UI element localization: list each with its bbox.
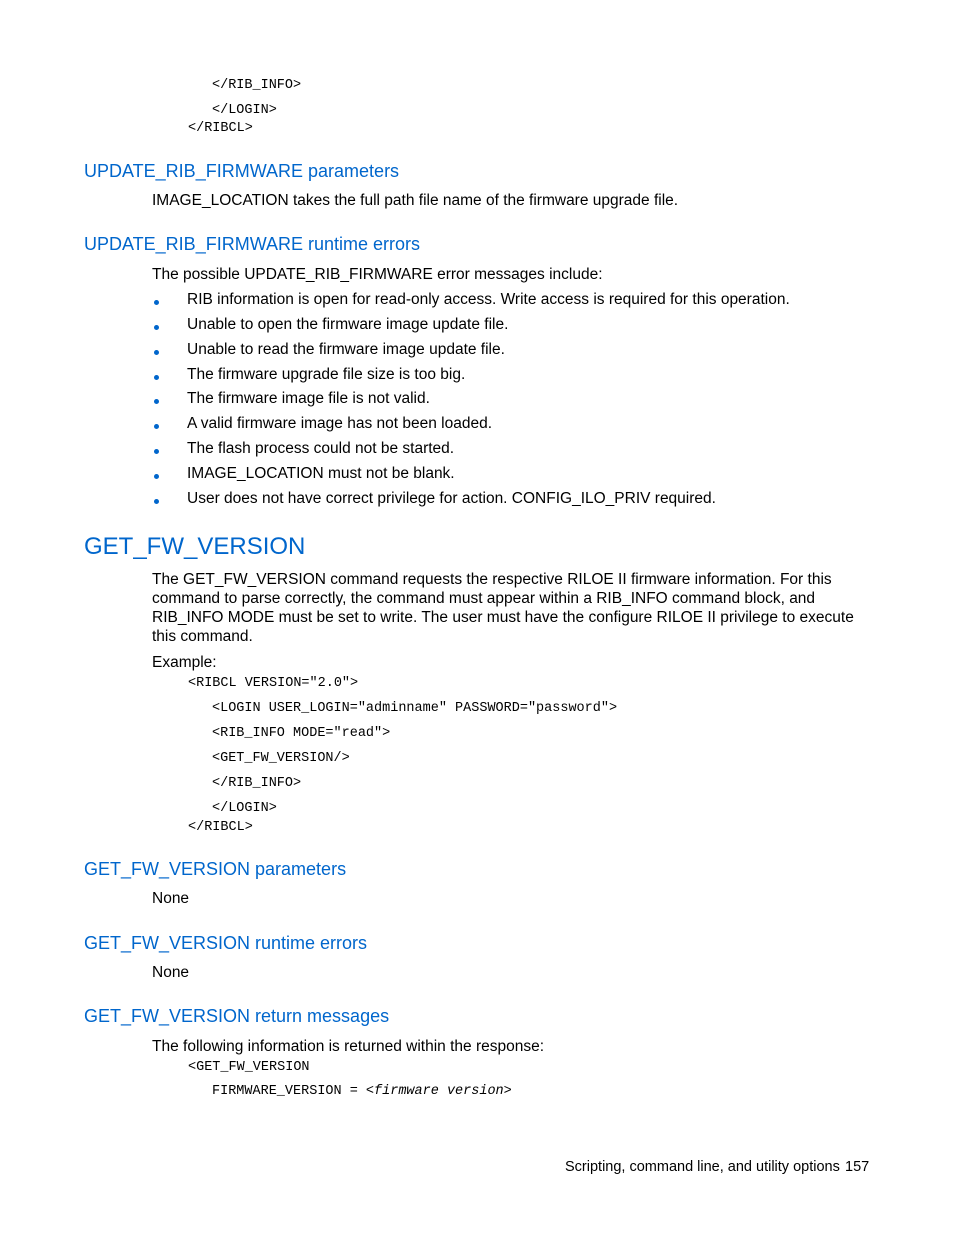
list-item: Unable to read the firmware image update file. <box>187 341 505 358</box>
get-fw-errors-text: None <box>152 964 190 981</box>
bullet-icon <box>154 474 159 479</box>
code-line-firmware-version <box>212 1084 512 1099</box>
code-line: <GET_FW_VERSION/> <box>212 751 350 766</box>
list-item: The firmware image file is not valid. <box>187 390 430 407</box>
list-item: IMAGE_LOCATION must not be blank. <box>187 465 455 482</box>
get-fw-description: The GET_FW_VERSION command requests the respective RILOE II firmware information. For this command to parse correctly, the command must appear within a RIB_INFO command block, and RIB_INFO MODE must be set to write. The user must have the configure RILOE II privilege to execute this command. <box>152 571 854 645</box>
code-line: </LOGIN> <box>212 103 277 118</box>
code-line: </RIB_INFO> <box>212 78 302 93</box>
code-line: </RIB_INFO> <box>212 776 302 791</box>
code-line: <RIBCL VERSION="2.0"> <box>188 676 359 691</box>
get-fw-params-text: None <box>152 890 190 907</box>
example-label: Example: <box>152 654 217 671</box>
section-heading-update-errors: UPDATE_RIB_FIRMWARE runtime errors <box>84 234 421 254</box>
list-item: RIB information is open for read-only access. Write access is required for this operation. <box>187 291 790 308</box>
page-number: 157 <box>845 1159 870 1175</box>
get-fw-return-text: The following information is returned within the response: <box>152 1038 545 1055</box>
bullet-icon <box>154 300 159 305</box>
bullet-icon <box>154 375 159 380</box>
code-line: <LOGIN USER_LOGIN="adminname" PASSWORD="password"> <box>212 701 618 716</box>
update-params-text: IMAGE_LOCATION takes the full path file name of the firmware upgrade file. <box>152 192 679 209</box>
section-heading-update-params: UPDATE_RIB_FIRMWARE parameters <box>84 161 400 181</box>
code-line: </RIBCL> <box>188 820 253 835</box>
bullet-icon <box>154 399 159 404</box>
list-item: Unable to open the firmware image update file. <box>187 316 509 333</box>
update-errors-intro: The possible UPDATE_RIB_FIRMWARE error messages include: <box>152 266 603 283</box>
section-heading-get-fw-return: GET_FW_VERSION return messages <box>84 1006 390 1026</box>
footer-section-title: Scripting, command line, and utility options <box>565 1159 840 1175</box>
code-line: </RIBCL> <box>188 121 253 136</box>
bullet-icon <box>154 424 159 429</box>
code-prefix: FIRMWARE_VERSION = < <box>212 1084 375 1099</box>
code-line: <GET_FW_VERSION <box>188 1060 310 1075</box>
code-line: <RIB_INFO MODE="read"> <box>212 726 391 741</box>
list-item: A valid firmware image has not been loaded. <box>187 415 493 432</box>
section-heading-get-fw-errors: GET_FW_VERSION runtime errors <box>84 933 368 953</box>
bullet-icon <box>154 325 159 330</box>
section-heading-get-fw-params: GET_FW_VERSION parameters <box>84 859 347 879</box>
code-line: </LOGIN> <box>212 801 277 816</box>
code-suffix: > <box>503 1084 512 1099</box>
bullet-icon <box>154 350 159 355</box>
code-placeholder: firmware version <box>374 1084 504 1099</box>
list-item: The flash process could not be started. <box>187 440 455 457</box>
main-heading-get-fw-version: GET_FW_VERSION <box>84 533 306 560</box>
list-item: User does not have correct privilege for action. CONFIG_ILO_PRIV required. <box>187 490 716 507</box>
bullet-icon <box>154 499 159 504</box>
list-item: The firmware upgrade file size is too big. <box>187 366 466 383</box>
bullet-icon <box>154 449 159 454</box>
